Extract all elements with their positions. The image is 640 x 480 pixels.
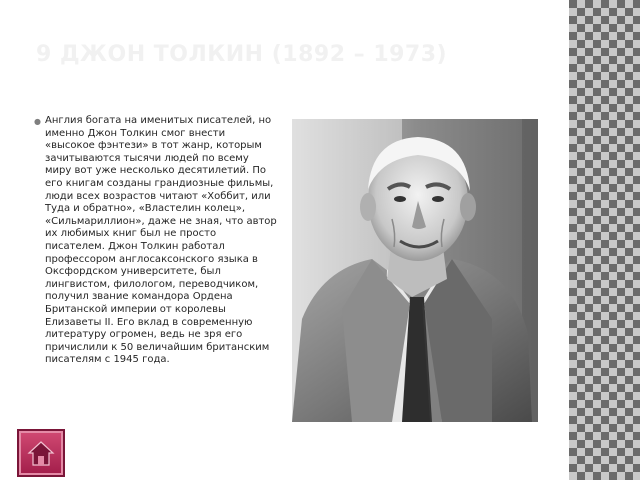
home-button[interactable]: [17, 429, 65, 477]
slide-title: 9 ДЖОН ТОЛКИН (1892 – 1973): [36, 42, 448, 67]
home-icon: [25, 437, 57, 469]
bullet-text: Англия богата на именитых писателей, но именно Джон Толкин смог внести «высокое фэнтези» в тот жанр, которым зачитываются тысячи людей по всему миру вот уже несколько десятилетий. По его книгам созданы грандиозные фильмы, люди всех возрастов читают «Хоббит, или Туда и обратно», «Властелин колец», «Сильмариллион», даже не зная, что автор их любимых книг был не просто писателем. Джон Толкин работал профессором англосаксонского языка в Оксфордском университете, был лингвистом, филологом, переводчиком, получил звание командора Ордена Британской империи от королевы Елизаветы II. Его вклад в современную литературу огромен, ведь не зря его причислили к 50 величайшим британским писателям с 1945 года.: [45, 115, 277, 366]
bullet-dot-icon: ●: [34, 117, 41, 126]
portrait-photo: [292, 119, 538, 422]
portrait-image: [292, 119, 538, 422]
bullet-list: [34, 115, 278, 367]
checker-border: [569, 0, 640, 480]
